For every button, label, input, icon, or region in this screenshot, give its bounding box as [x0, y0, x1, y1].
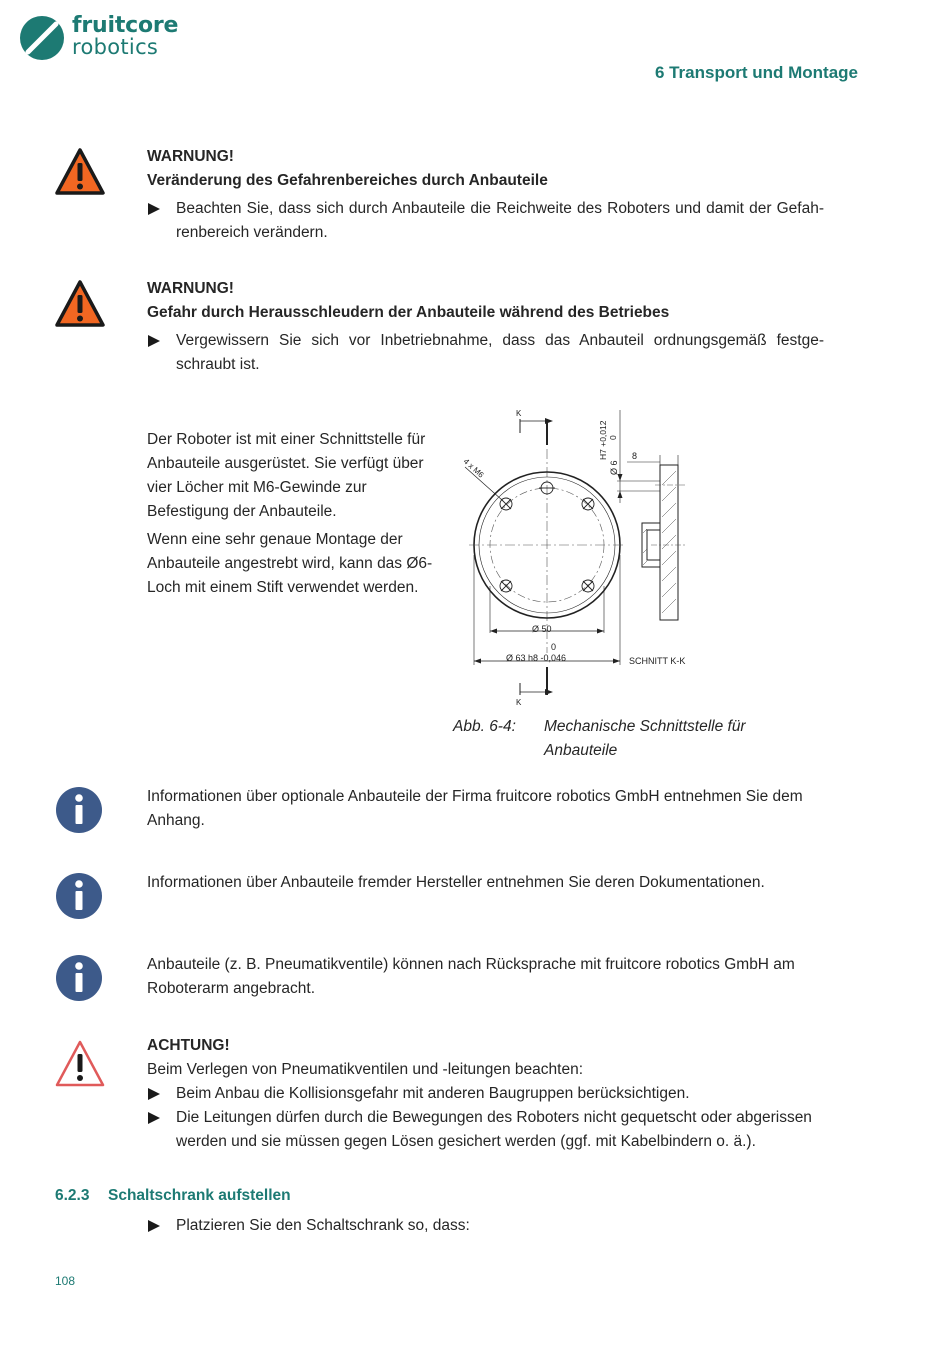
tolerance-h7: H7 +0,012: [598, 420, 608, 460]
logo-mark-icon: [18, 14, 66, 62]
dia63-label: Ø 63 h8 -0,046: [506, 653, 567, 663]
list-item: [147, 1214, 827, 1238]
info-text: Informationen über Anbauteile fremder Hersteller entnehmen Sie deren Dokumentationen.: [147, 874, 765, 891]
warning-triangle-icon: [54, 279, 106, 329]
warning-title: Gefahr durch Herausschleudern der Anbauteile während des Betriebes: [147, 304, 670, 321]
list-item: [147, 197, 824, 245]
list-item: [147, 329, 824, 377]
info-text: Informationen über optionale Anbauteile der Firma fruitcore robotics GmbH entnehmen Sie dem Anhang.: [147, 788, 803, 829]
subsection-number: 6.2.3: [55, 1187, 90, 1204]
info-icon: [55, 954, 103, 1002]
tolerance-zero: 0: [608, 435, 618, 440]
caution-triangle-icon: [54, 1038, 106, 1088]
technical-drawing: [455, 405, 705, 710]
figure-caption-text: Mechanische Schnittstelle für Anbauteile: [544, 718, 746, 759]
logo-brand-text: fruitcore: [72, 13, 179, 38]
page-number: 108: [55, 1274, 76, 1288]
info-icon: [55, 872, 103, 920]
bullet-arrow-icon: [148, 335, 160, 347]
subsection-title: Schaltschrank aufstellen: [108, 1187, 291, 1204]
bullet-text: Die Leitungen dürfen durch die Bewegungen des Roboters nicht gequetscht oder abgerissen werden und sie müssen gegen Lösen gesichert werden (ggf. mit Kabelbindern o. ä.).: [176, 1109, 812, 1150]
dia63-tol-zero: 0: [551, 642, 557, 652]
running-section-title: 6 Transport und Montage: [654, 63, 858, 82]
bullet-arrow-icon: [148, 1088, 160, 1100]
list-item: [147, 1106, 824, 1154]
caution-label: ACHTUNG!: [147, 1037, 230, 1054]
info-text: Anbauteile (z. B. Pneumatikventile) können nach Rücksprache mit fruitcore robotics GmbH am Roboterarm angebracht.: [147, 956, 795, 997]
caution-intro: Beim Verlegen von Pneumatikventilen und -leitungen beachten:: [147, 1061, 584, 1078]
depth-label: 8: [632, 451, 638, 461]
holes-label: 4 x M6: [461, 456, 486, 480]
logo-sub-text: robotics: [72, 35, 159, 59]
info-icon: [55, 786, 103, 834]
bullet-text: Beachten Sie, dass sich durch Anbauteile die Reichweite des Roboters und damit der Gefah-renbereich verändern.: [176, 200, 824, 241]
list-item: [147, 1082, 824, 1106]
warning-label: WARNUNG!: [147, 148, 234, 165]
warning-title: Veränderung des Gefahrenbereiches durch Anbauteile: [147, 172, 548, 189]
subsection-heading: [55, 1187, 291, 1205]
bullet-text: Vergewissern Sie sich vor Inbetriebnahme, dass das Anbauteil ordnungsgemäß festge-schraubt ist.: [176, 332, 824, 373]
bullet-arrow-icon: [148, 1112, 160, 1124]
section-mark-bottom: K: [516, 698, 522, 707]
dia50-label: Ø 50: [532, 624, 552, 634]
company-logo: [18, 12, 178, 64]
bullet-arrow-icon: [148, 1220, 160, 1232]
figure-label: Abb. 6-4:: [453, 718, 516, 735]
paragraph: Der Roboter ist mit einer Schnittstelle für Anbauteile ausgerüstet. Sie verfügt über vier Löcher mit M6-Gewinde zur Befestigung der Anbauteile.: [147, 431, 426, 520]
bullet-arrow-icon: [148, 203, 160, 215]
bullet-text: Beim Anbau die Kollisionsgefahr mit anderen Baugruppen berücksichtigen.: [176, 1085, 690, 1102]
interface-description: [147, 428, 447, 600]
section-label: SCHNITT K-K: [629, 656, 686, 666]
warning-label: WARNUNG!: [147, 280, 234, 297]
dia6-label: Ø 6: [609, 460, 619, 475]
section-mark-top: K: [516, 409, 522, 418]
bullet-text: Platzieren Sie den Schaltschrank so, dass:: [176, 1217, 470, 1234]
warning-triangle-icon: [54, 147, 106, 197]
paragraph: Wenn eine sehr genaue Montage der Anbauteile angestrebt wird, kann das Ø6-Loch mit einem Stift verwendet werden.: [147, 531, 433, 596]
